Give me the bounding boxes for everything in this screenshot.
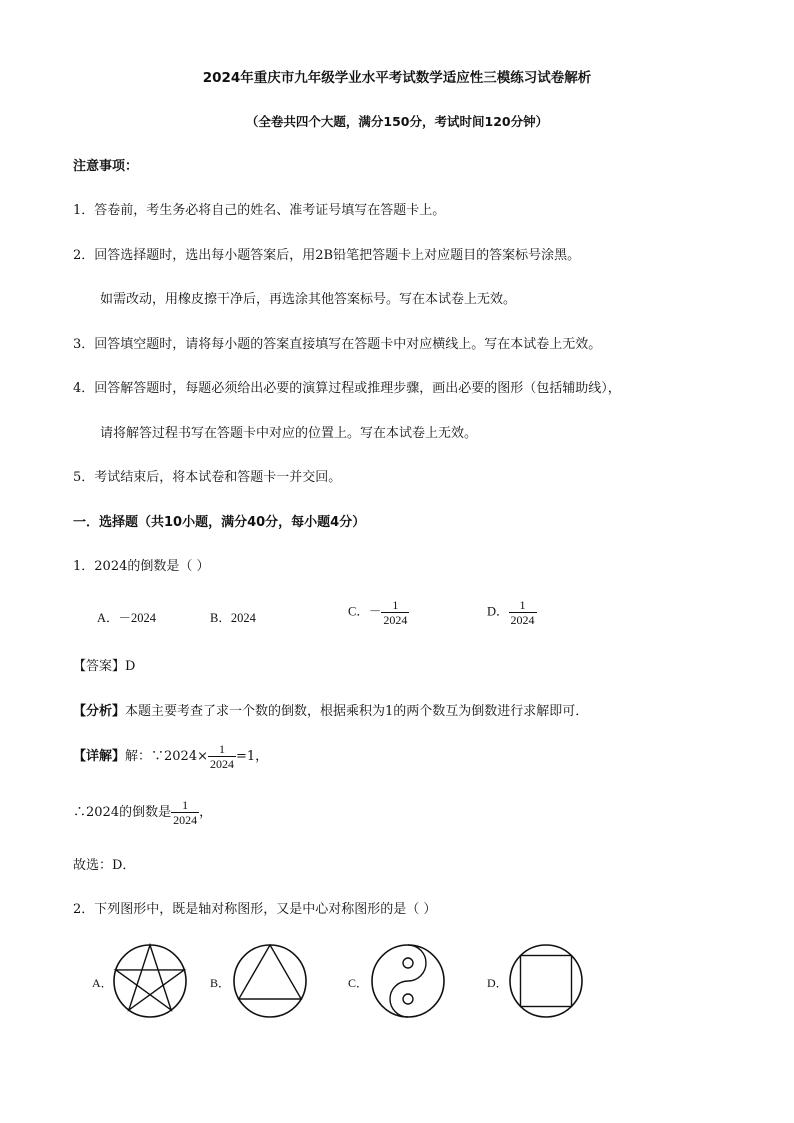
- q1-option-c-label: C．－: [348, 604, 382, 619]
- q1-analysis: [73, 703, 588, 721]
- fraction: [208, 742, 236, 771]
- fraction-denominator: 2024: [510, 613, 535, 627]
- fraction-numerator: 1: [519, 598, 526, 612]
- q1-option-c: [348, 598, 409, 627]
- fraction-numerator: 1: [219, 742, 225, 756]
- fraction: [171, 798, 199, 827]
- page-subtitle: （全卷共四个大题，满分150分，考试时间120分钟）: [245, 114, 549, 129]
- analysis-tag: 【分析】: [73, 704, 126, 719]
- q1-option-a: A．－2024: [97, 611, 157, 625]
- q1-detail: [73, 742, 268, 771]
- fraction-denominator: 2024: [210, 757, 234, 771]
- detail-pre: 解：∵2024×: [125, 749, 208, 764]
- fraction-denominator: 2024: [173, 813, 198, 827]
- figure-star-in-circle: [112, 943, 188, 1019]
- q2-label-a: A．: [92, 976, 113, 990]
- notice-item-5: 5．考试结束后，将本试卷和答题卡一并交回。: [73, 470, 342, 485]
- q1-option-d-label: D．: [487, 604, 509, 619]
- section-heading: 一．选择题（共10小题，满分40分，每小题4分）: [73, 515, 366, 530]
- q2-label-b: B．: [210, 976, 231, 990]
- fraction-numerator: 1: [182, 798, 189, 812]
- q2-label-c: C．: [348, 976, 369, 990]
- notice-item-2: 2．回答选择题时，选出每小题答案后，用2B铅笔把答题卡上对应题目的答案标号涂黑。: [73, 248, 581, 263]
- q1-option-d: [487, 598, 537, 627]
- detail-tag: 【详解】: [73, 749, 126, 764]
- question-1-stem: 1．2024的倒数是（ ）: [73, 559, 210, 574]
- q1-answer: 【答案】D: [73, 659, 136, 674]
- notice-heading: 注意事项：: [73, 159, 139, 174]
- q1-option-b: B．2024: [210, 611, 256, 625]
- notice-item-4: 4．回答解答题时，每题必须给出必要的演算过程或推理步骤，画出必要的图形（包括辅助线），: [73, 381, 621, 396]
- figure-square-in-circle: [508, 943, 584, 1019]
- detail-post: =1，: [236, 749, 269, 764]
- fraction-numerator: 1: [392, 598, 399, 612]
- notice-item-4-cont: 请将解答过程书写在答题卡中对应的位置上。写在本试卷上无效。: [100, 426, 478, 441]
- notice-item-2-cont: 如需改动，用橡皮擦干净后，再选涂其他答案标号。写在本试卷上无效。: [100, 292, 517, 307]
- analysis-text: 本题主要考查了求一个数的倒数，根据乘积为1的两个数互为倒数进行求解即可．: [125, 704, 589, 719]
- q1-choice: 故选：D．: [73, 858, 136, 873]
- fraction: [509, 598, 537, 627]
- q1-therefore: [73, 798, 212, 827]
- figure-yin-yang: [370, 943, 446, 1019]
- q2-label-d: D．: [487, 976, 508, 990]
- page-title: 2024年重庆市九年级学业水平考试数学适应性三模练习试卷解析: [202, 70, 592, 86]
- notice-item-1: 1．答卷前，考生务必将自己的姓名、准考证号填写在答题卡上。: [73, 203, 446, 218]
- figure-triangle-in-circle: [232, 943, 308, 1019]
- therefore-post: ，: [199, 805, 213, 820]
- question-2-stem: 2．下列图形中，既是轴对称图形，又是中心对称图形的是（ ）: [73, 902, 437, 917]
- notice-item-3: 3．回答填空题时，请将每小题的答案直接填写在答题卡中对应横线上。写在本试卷上无效。: [73, 337, 602, 352]
- fraction-denominator: 2024: [383, 613, 408, 627]
- therefore-pre: ∴2024的倒数是: [73, 805, 172, 820]
- fraction: [381, 598, 409, 627]
